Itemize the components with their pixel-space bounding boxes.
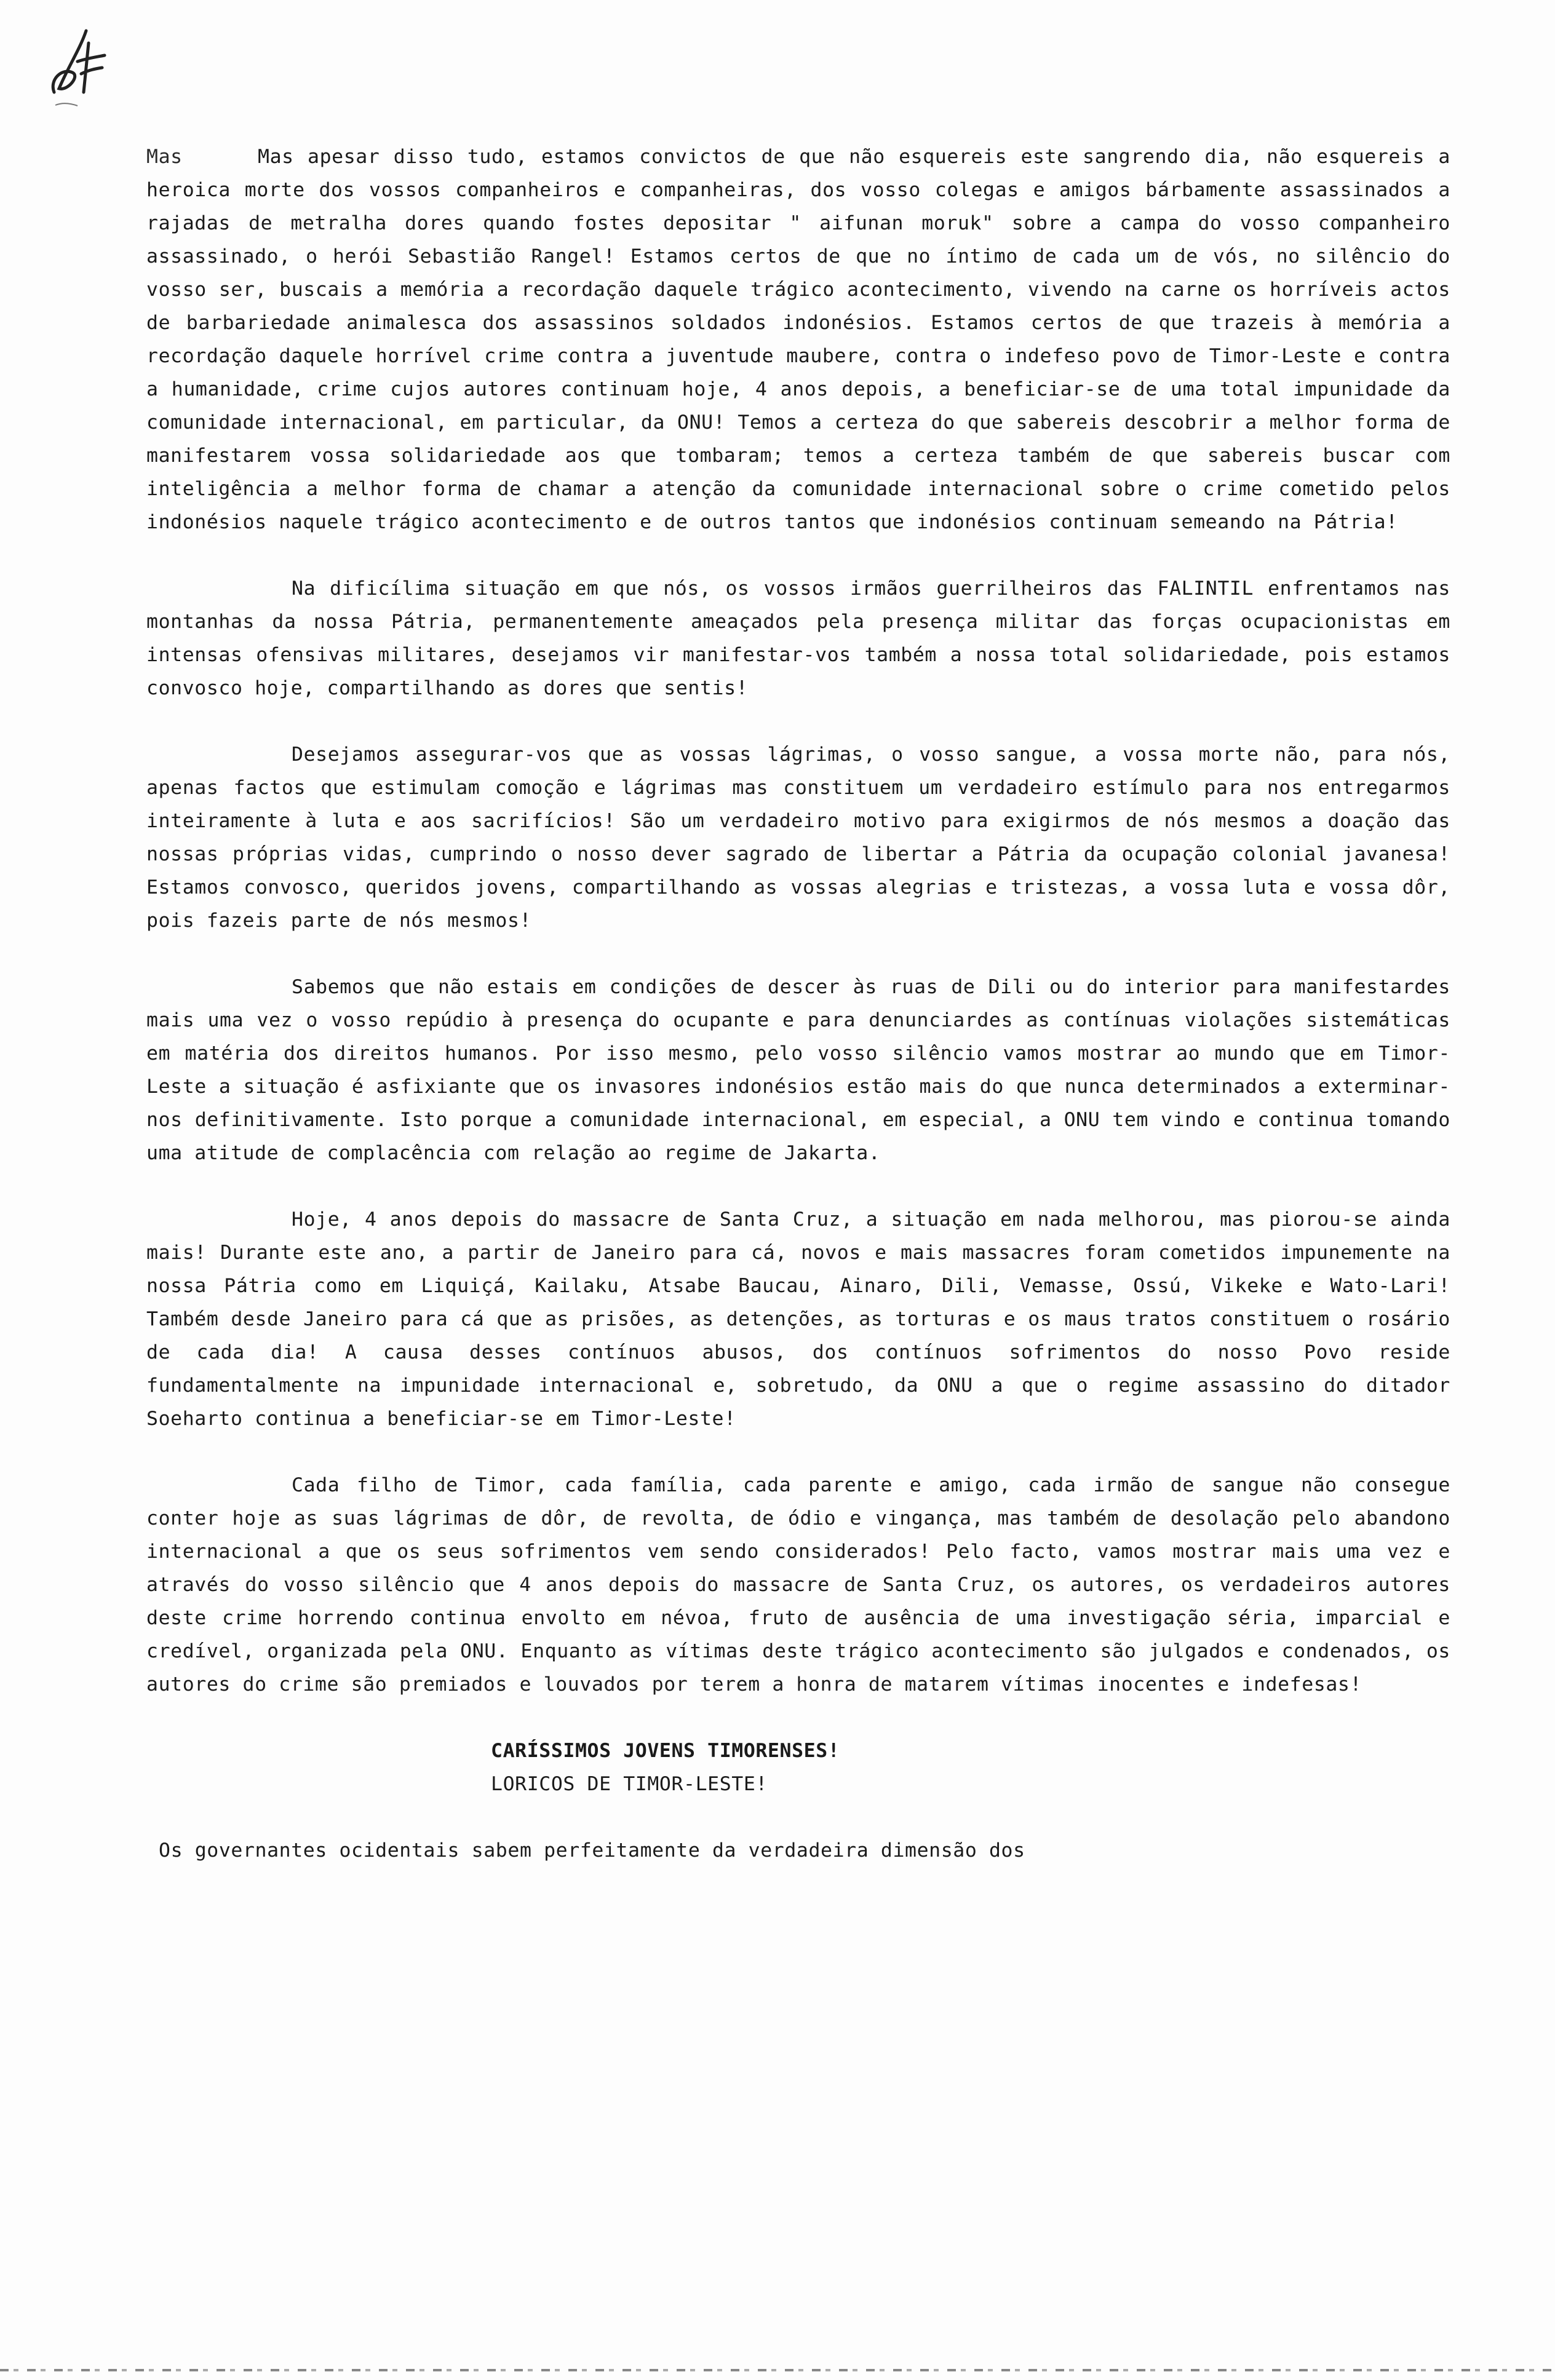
closing-line-2: LORICOS DE TIMOR-LESTE! xyxy=(491,1773,768,1795)
scan-bottom-edge xyxy=(0,2369,1555,2371)
paragraph-3: Desejamos assegurar-vos que as vossas lágrimas, o vosso sangue, a vossa morte não, para nós, apenas factos que estimulam comoção e lágrimas mas constituem um verdadeiro estímulo para nos entregarmos inteiramente à luta e aos sacrifícios! São um verdadeiro motivo para exigirmos de nós mesmos a doação das nossas próprias vidas, cumprindo o nosso dever sagrado de libertar a Pátria da ocupação colonial javanesa! Estamos convosco, queridos jovens, compartilhando as vossas alegrias e tristezas, a vossa luta e vossa dôr, pois fazeis parte de nós mesmos! xyxy=(146,744,1450,932)
paragraph-6: Cada filho de Timor, cada família, cada parente e amigo, cada irmão de sangue não consegue conter hoje as suas lágrimas de dôr, de revolta, de ódio e vingança, mas também de desolação pelo abandono internacional a que os seus sofrimentos vem sendo considerados! Pelo facto, vamos mostrar mais uma vez e através do vosso silêncio que 4 anos depois do massacre de Santa Cruz, os autores, os verdadeiros autores deste crime horrendo continua envolto em névoa, fruto de ausência de uma investigação séria, imparcial e credível, organizada pela ONU. Enquanto as vítimas deste trágico acontecimento são julgados e condenados, os autores do crime são premiados e louvados por terem a honra de matarem vítimas inocentes e indefesas! xyxy=(146,1474,1450,1696)
closing-salutation xyxy=(146,1734,1450,1801)
letter-body xyxy=(146,140,1450,1900)
closing-line-1: CARÍSSIMOS JOVENS TIMORENSES! xyxy=(491,1740,840,1762)
paragraph-2: Na dificílima situação em que nós, os vossos irmãos guerrilheiros das FALINTIL enfrentamos nas montanhas da nossa Pátria, permanentemente ameaçados pela presença militar das forças ocupacionistas em intensas ofensivas militares, desejamos vir manifestar-vos também a nossa total solidariedade, pois estamos convosco hoje, compartilhando as dores que sentis! xyxy=(146,577,1450,699)
paragraph-1 xyxy=(146,140,1450,539)
scan-mark-icon xyxy=(54,101,79,108)
handwritten-initials-icon xyxy=(43,25,111,105)
paragraph-5: Hoje, 4 anos depois do massacre de Santa Cruz, a situação em nada melhorou, mas piorou-se ainda mais! Durante este ano, a partir de Janeiro para cá, novos e mais massacres foram cometidos impunemente na nossa Pátria como em Liquiçá, Kailaku, Atsabe Baucau, Ainaro, Dili, Vemasse, Ossú, Vikeke e Wato-Lari! Também desde Janeiro para cá que as prisões, as detenções, as torturas e os maus tratos constituem o rosário de cada dia! A causa desses contínuos abusos, dos contínuos sofrimentos do nosso Povo reside fundamentalmente na impunidade internacional e, sobretudo, da ONU a que o regime assassino do ditador Soeharto continua a beneficiar-se em Timor-Leste! xyxy=(146,1208,1450,1430)
paragraph-1-lead: Mas xyxy=(146,146,183,168)
paragraph-4: Sabemos que não estais em condições de descer às ruas de Dili ou do interior para manifestardes mais uma vez o vosso repúdio à presença do ocupante e para denunciardes as contínuas violações sistemáticas em matéria dos direitos humanos. Por isso mesmo, pelo vosso silêncio vamos mostrar ao mundo que em Timor-Leste a situação é asfixiante que os invasores indonésios estão mais do que nunca determinados a exterminar-nos definitivamente. Isto porque a comunidade internacional, em especial, a ONU tem vindo e continua tomando uma atitude de complacência com relação ao regime de Jakarta. xyxy=(146,976,1450,1164)
paragraph-1-text: Mas apesar disso tudo, estamos convictos de que não esquereis este sangrendo dia, não esquereis a heroica morte dos vossos companheiros e companheiras, dos vosso colegas e amigos bárbamente assassinados a rajadas de metralha dores quando fostes depositar " aifunan moruk" sobre a campa do vosso companheiro assassinado, o herói Sebastião Rangel! Estamos certos de que no íntimo de cada um de vós, no silêncio do vosso ser, buscais a memória a recordação daquele trágico acontecimento, vivendo na carne os horríveis actos de barbariedade animalesca dos assassinos soldados indonésios. Estamos certos de que trazeis à memória a recordação daquele horrível crime contra a juventude maubere, contra o indefeso povo de Timor-Leste e contra a humanidade, crime cujos autores continuam hoje, 4 anos depois, a beneficiar-se de uma total impunidade da comunidade internacional, em particular, da ONU! Temos a certeza do que sabereis descobrir a melhor forma de manifestarem vossa solidariedade aos que tombaram; temos a certeza também de que sabereis buscar com inteligência a melhor forma de chamar a atenção da comunidade internacional sobre o crime cometido pelos indonésios naquele trágico acontecimento e de outros tantos que indonésios continuam semeando na Pátria! xyxy=(146,146,1450,533)
paragraph-7: Os governantes ocidentais sabem perfeitamente da verdadeira dimensão dos xyxy=(159,1839,1025,1862)
